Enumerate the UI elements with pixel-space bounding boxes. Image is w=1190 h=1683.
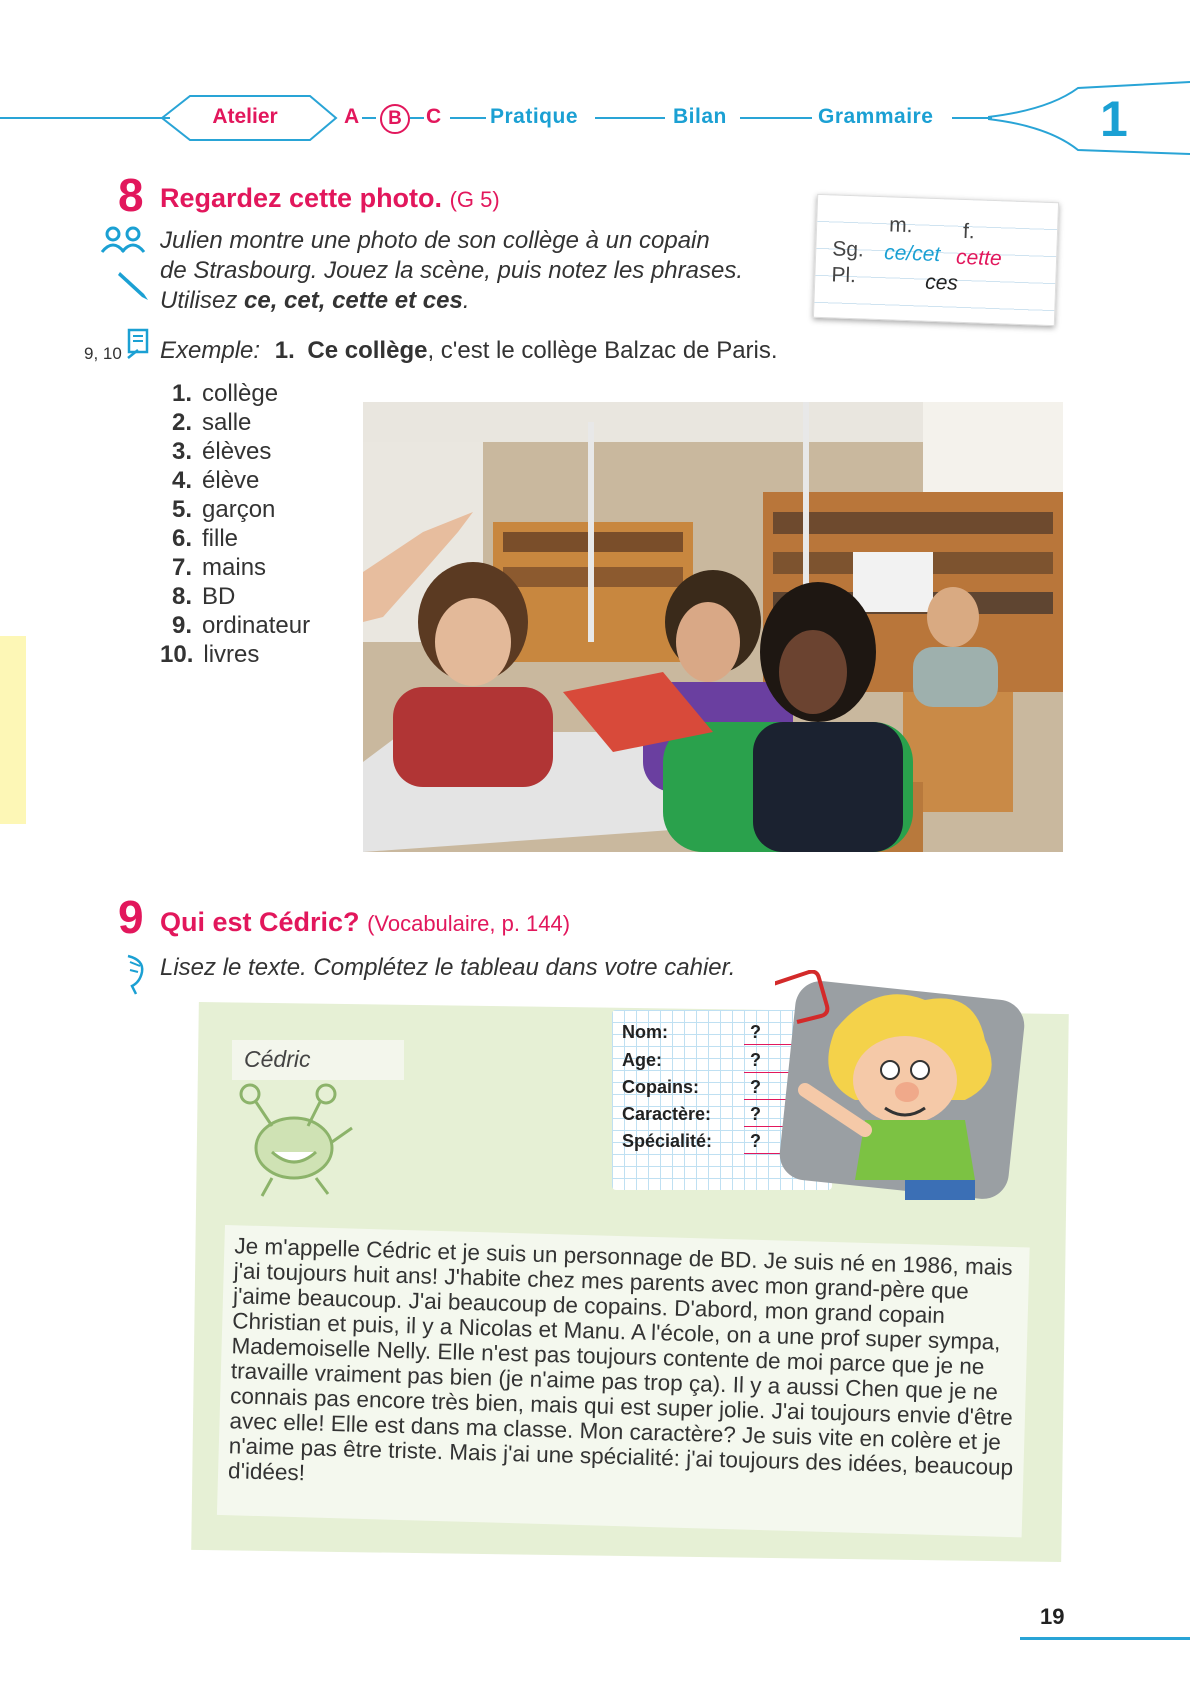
library-photo bbox=[363, 402, 1063, 852]
list-item: 8. BD bbox=[172, 583, 236, 610]
list-item: 1. collège bbox=[172, 380, 279, 407]
nav-line bbox=[0, 117, 170, 119]
pencil-icon bbox=[116, 268, 150, 302]
workbook-icon bbox=[126, 328, 150, 360]
grammar-reference: (G 5) bbox=[449, 187, 500, 212]
reading-text: Je m'appelle Cédric et je suis un personnage de BD. Je suis né en 1986, mais j'ai toujours huit ans! J'habite chez mes parents avec mon grand-père que j'aime beaucoup. J'ai beaucoup de copains. D'abord, mon grand copain Christian et puis, il y a Nicolas et Manu. A l'école, on a une prof super sympa, Mademoiselle Nelly. Elle n'est pas toujours contente de moi parce que je ne travaille vraiment pas bien (je n'aime pas trop ça). Il y a aussi Chen que je ne connais pas encore très bien, mais qui est super jolie. J'ai toujours envie d'être avec elle! Elle est dans ma classe. Mon caractère? Je suis vite en colère et je n'aime pas être triste. Mais j'ai une spécialité: j'ai toujours des idées, beaucoup d'idées! bbox=[217, 1225, 1030, 1537]
list-item: 3. élèves bbox=[172, 438, 272, 465]
exercise-title: Regardez cette photo. (G 5) bbox=[160, 183, 500, 213]
nav-c[interactable]: C bbox=[426, 105, 442, 128]
list-item: 10. livres bbox=[160, 641, 260, 668]
reading-icon bbox=[124, 952, 150, 996]
list-item: 5. garçon bbox=[172, 496, 276, 523]
exercise-number: 8 bbox=[118, 169, 144, 221]
list-item: 9. ordinateur bbox=[172, 612, 311, 639]
list-item: 2. salle bbox=[172, 409, 252, 436]
nav-grammaire[interactable]: Grammaire bbox=[818, 105, 934, 128]
info-table: Nom: ? Age: ? Copains: ? Caractère: ? Spécialité: ? bbox=[612, 1010, 832, 1190]
page-number: 19 bbox=[1040, 1604, 1065, 1629]
exercise-instructions: Julien montre une photo de son collège à un copain de Strasbourg. Jouez la scène, puis notez les phrases. Utilisez ce, cet, cette et ces. bbox=[160, 227, 744, 314]
grammar-card: m. f. Sg. ce/cet cette Pl. ces bbox=[813, 194, 1059, 326]
character-name-tag: Cédric bbox=[232, 1040, 404, 1080]
chapter-number: 1 bbox=[1100, 91, 1128, 147]
list-item: 7. mains bbox=[172, 554, 267, 581]
example-line: Exemple: 1. Ce collège, c'est le collège Balzac de Paris. bbox=[160, 337, 778, 364]
monster-doodle-icon bbox=[232, 1082, 362, 1202]
nav-pratique[interactable]: Pratique bbox=[490, 105, 579, 128]
vocabulary-reference: (Vocabulaire, p. 144) bbox=[367, 911, 571, 936]
chapter-tab-outline bbox=[988, 80, 1190, 156]
nav-b-current[interactable]: B bbox=[380, 104, 410, 134]
pair-work-icon bbox=[100, 226, 146, 254]
exercise-number: 9 bbox=[118, 891, 144, 943]
nav-bilan[interactable]: Bilan bbox=[673, 105, 727, 128]
nav-a[interactable]: A bbox=[344, 105, 360, 128]
exercise-title: Qui est Cédric? (Vocabulaire, p. 144) bbox=[160, 907, 571, 937]
list-item: 4. élève bbox=[172, 467, 260, 494]
workbook-reference: 9, 10 bbox=[84, 344, 122, 363]
list-item: 6. fille bbox=[172, 525, 239, 552]
margin-highlight bbox=[0, 636, 26, 824]
nav-atelier[interactable]: Atelier bbox=[212, 105, 278, 128]
cedric-cartoon-illustration bbox=[775, 970, 1030, 1200]
exercise-instruction: Lisez le texte. Complétez le tableau dans votre cahier. bbox=[160, 954, 736, 981]
page-number-line bbox=[1020, 1637, 1190, 1640]
